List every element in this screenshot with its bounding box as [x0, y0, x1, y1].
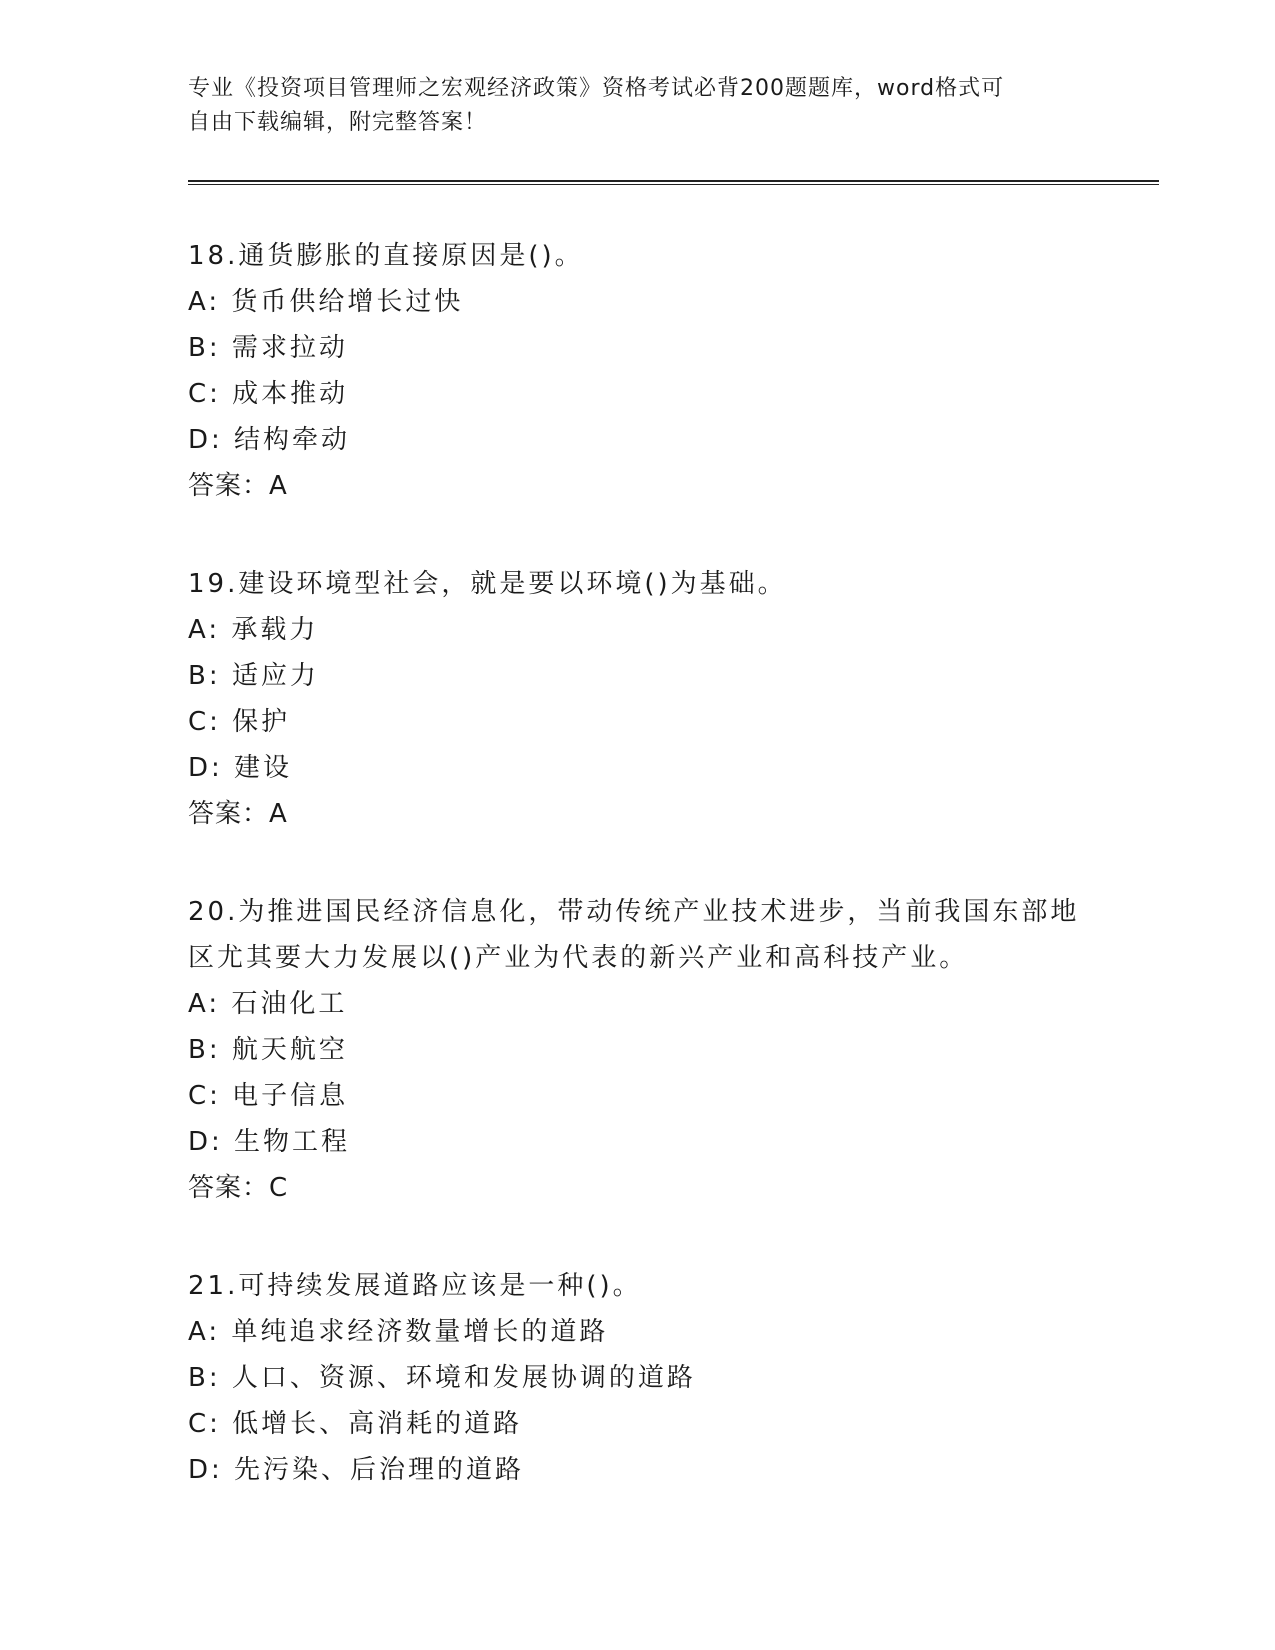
option-b: B: 人口、资源、环境和发展协调的道路: [188, 1363, 696, 1393]
answer-line: 答案：C: [188, 1173, 289, 1203]
answer-line: 答案：A: [188, 471, 288, 501]
option-c: C: 成本推动: [188, 379, 349, 409]
question-stem: 20.为推进国民经济信息化，带动传统产业技术进步，当前我国东部地区尤其要大力发展以()产业为代表的新兴产业和高科技产业。: [188, 897, 1080, 973]
option-b: B: 需求拉动: [188, 333, 348, 363]
question-18: [188, 233, 1088, 509]
option-a: A: 单纯追求经济数量增长的道路: [188, 1317, 609, 1347]
option-a: A: 货币供给增长过快: [188, 287, 464, 317]
option-a: A: 石油化工: [188, 989, 348, 1019]
question-stem: 21.可持续发展道路应该是一种()。: [188, 1271, 642, 1301]
header-line-1: 专业《投资项目管理师之宏观经济政策》资格考试必背200题题库，word格式可: [188, 76, 1005, 101]
option-b: B: 航天航空: [188, 1035, 348, 1065]
question-list: [188, 233, 1088, 1545]
option-d: D: 生物工程: [188, 1127, 351, 1157]
question-19: [188, 561, 1088, 837]
question-stem: 18.通货膨胀的直接原因是()。: [188, 241, 584, 271]
header-line-2: 自由下载编辑，附完整答案！: [188, 110, 488, 135]
option-b: B: 适应力: [188, 661, 319, 691]
question-20: [188, 889, 1088, 1211]
option-d: D: 先污染、后治理的道路: [188, 1455, 525, 1485]
header-divider: [188, 180, 1159, 185]
document-header: [188, 72, 1088, 140]
question-stem: 19.建设环境型社会，就是要以环境()为基础。: [188, 569, 787, 599]
option-c: C: 保护: [188, 707, 291, 737]
option-d: D: 结构牵动: [188, 425, 351, 455]
option-a: A: 承载力: [188, 615, 319, 645]
option-d: D: 建设: [188, 753, 293, 783]
answer-line: 答案：A: [188, 799, 288, 829]
question-21: [188, 1263, 1088, 1493]
option-c: C: 电子信息: [188, 1081, 349, 1111]
option-c: C: 低增长、高消耗的道路: [188, 1409, 523, 1439]
